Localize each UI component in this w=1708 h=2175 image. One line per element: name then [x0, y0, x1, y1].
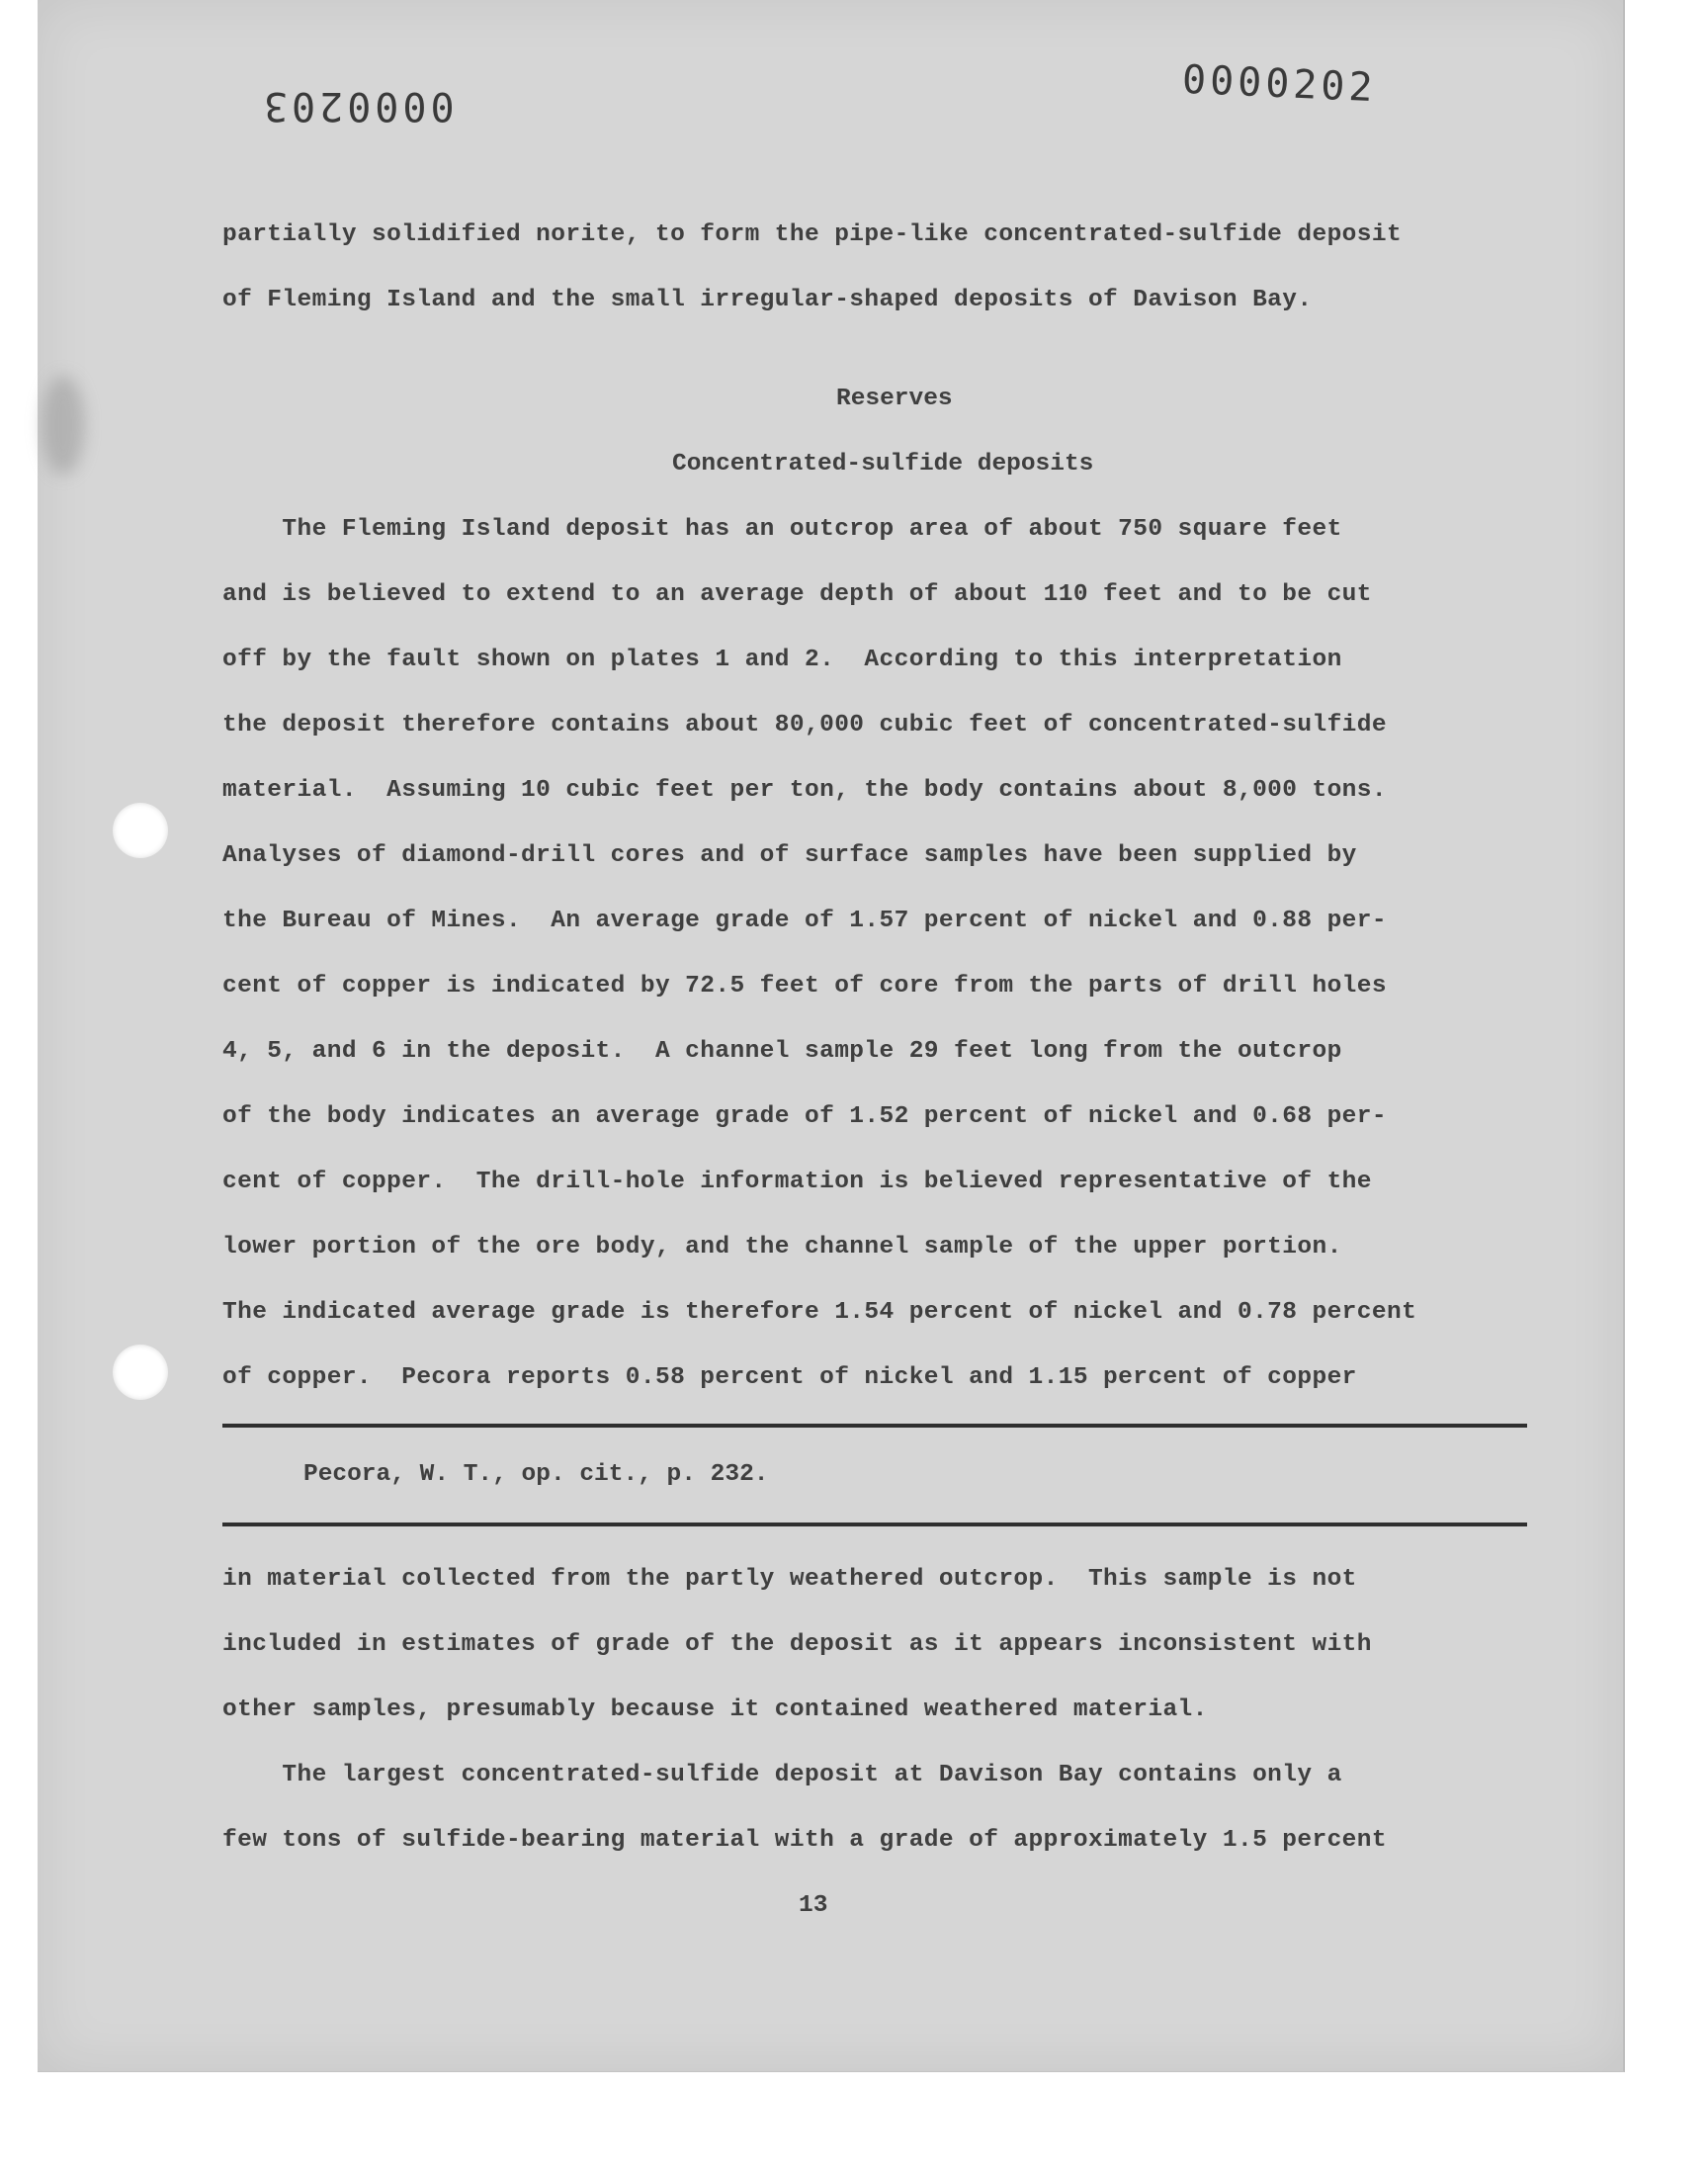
text-line: and is believed to extend to an average depth of about 110 feet and to be cut [222, 581, 1372, 608]
document-id-stamp: 0000202 [1181, 56, 1378, 112]
text-line: Analyses of diamond-drill cores and of surface samples have been supplied by [222, 842, 1357, 869]
footnote: Pecora, W. T., op. cit., p. 232. [303, 1461, 769, 1488]
text-line: of the body indicates an average grade of 1.52 percent of nickel and 0.68 per- [222, 1103, 1387, 1130]
subsection-heading: Concentrated-sulfide deposits [672, 451, 1094, 478]
footnote-rule-top [222, 1424, 1527, 1428]
text-line: other samples, presumably because it contained weathered material. [222, 1696, 1208, 1723]
text-line: of copper. Pecora reports 0.58 percent of nickel and 1.15 percent of copper [222, 1364, 1357, 1391]
text-line: cent of copper. The drill-hole information is believed representative of the [222, 1169, 1372, 1195]
text-line: partially solidified norite, to form the pipe-like concentrated-sulfide deposit [222, 221, 1403, 248]
scan-smudge [42, 376, 85, 475]
text-line: off by the fault shown on plates 1 and 2. According to this interpretation [222, 647, 1342, 673]
text-line: The Fleming Island deposit has an outcrop area of about 750 square feet [222, 516, 1342, 543]
text-line: of Fleming Island and the small irregular-shaped deposits of Davison Bay. [222, 287, 1313, 313]
text-line: in material collected from the partly weathered outcrop. This sample is not [222, 1566, 1357, 1593]
text-line: The largest concentrated-sulfide deposit at Davison Bay contains only a [222, 1762, 1342, 1788]
text-line: material. Assuming 10 cubic feet per ton, the body contains about 8,000 tons. [222, 777, 1387, 804]
text-line: the Bureau of Mines. An average grade of 1.57 percent of nickel and 0.88 per- [222, 908, 1387, 934]
text-line: The indicated average grade is therefore 1.54 percent of nickel and 0.78 percent [222, 1299, 1417, 1326]
text-line: 4, 5, and 6 in the deposit. A channel sample 29 feet long from the outcrop [222, 1038, 1342, 1065]
punch-hole-bottom [113, 1345, 168, 1400]
footnote-rule-bottom [222, 1522, 1527, 1526]
text-line: few tons of sulfide-bearing material with a grade of approximately 1.5 percent [222, 1827, 1387, 1854]
text-line: lower portion of the ore body, and the channel sample of the upper portion. [222, 1234, 1342, 1261]
page-number: 13 [799, 1892, 828, 1919]
section-heading: Reserves [836, 386, 953, 412]
text-line: included in estimates of grade of the deposit as it appears inconsistent with [222, 1631, 1372, 1658]
text-line: cent of copper is indicated by 72.5 feet of core from the parts of drill holes [222, 973, 1387, 1000]
document-id-stamp-inverted: 0000203 [260, 83, 455, 129]
text-line: the deposit therefore contains about 80,000 cubic feet of concentrated-sulfide [222, 712, 1387, 739]
punch-hole-top [113, 803, 168, 858]
